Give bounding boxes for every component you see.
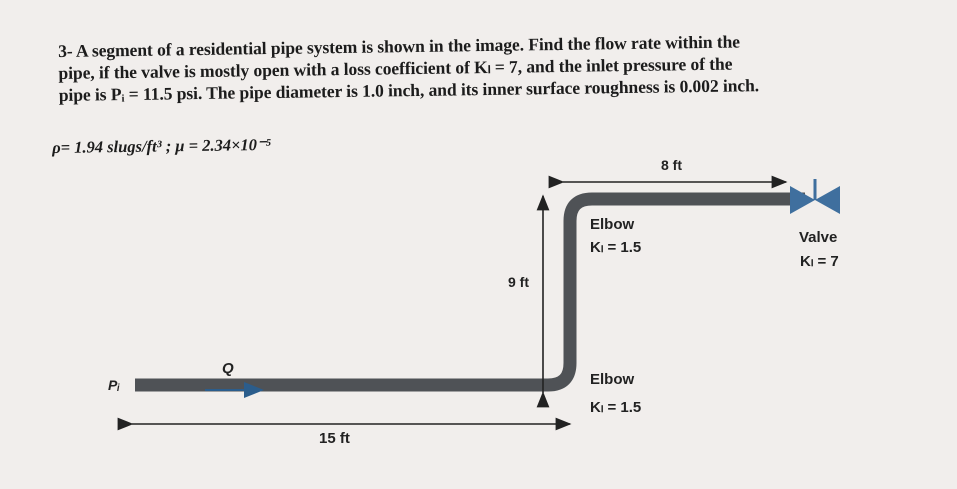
problem-line-2: pipe, if the valve is mostly open with a loss coefficient of Kₗ = 7, and the inlet pressure of the — [58, 53, 733, 83]
valve-name: Valve — [799, 229, 838, 246]
length-9ft-label: 9 ft — [508, 274, 529, 290]
problem-line-1: 3- A segment of a residential pipe system is shown in the image. Find the flow rate within the — [58, 31, 741, 61]
elbow-bottom-name: Elbow — [590, 371, 635, 388]
elbow-top-k: Kₗ = 1.5 — [590, 239, 642, 256]
elbow-bottom-k: Kₗ = 1.5 — [590, 399, 642, 416]
length-8ft-label: 8 ft — [661, 157, 682, 173]
valve-icon — [790, 179, 840, 214]
fluid-properties: ρ= 1.94 slugs/ft³ ; μ = 2.34×10⁻⁵ — [52, 134, 272, 157]
valve-k: Kₗ = 7 — [800, 253, 839, 270]
inlet-pressure-label: Pᵢ — [108, 377, 120, 393]
length-15ft-label: 15 ft — [319, 430, 350, 447]
problem-line-3: pipe is Pᵢ = 11.5 psi. The pipe diameter is 1.0 inch, and its inner surface roughness is 0.002 inch. — [58, 75, 760, 105]
pipe — [135, 199, 805, 385]
elbow-top-name: Elbow — [590, 216, 635, 233]
flow-label: Q — [222, 360, 234, 377]
